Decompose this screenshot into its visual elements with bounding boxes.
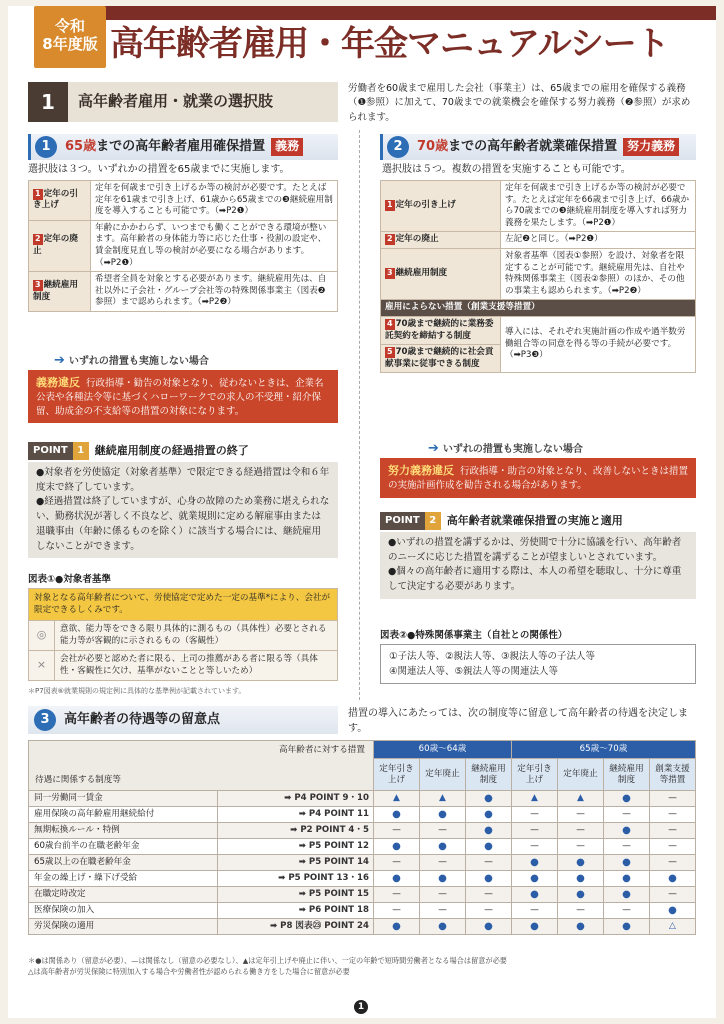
cell-mark: ● [466, 919, 512, 935]
group-header-60-64: 60歳〜64歳 [374, 741, 512, 759]
cell-mark: — [650, 855, 696, 871]
cell-mark: ● [604, 855, 650, 871]
cell-mark: ● [650, 903, 696, 919]
cell-mark: ● [558, 887, 604, 903]
cell-mark: — [466, 903, 512, 919]
figure-1-title: 図表①●対象者基準 [28, 574, 111, 585]
column-header: 継続雇用制度 [604, 759, 650, 791]
cell-mark: ▲ [512, 791, 558, 807]
effort-violation-box: 努力義務違反 行政指導・助言の対象となり、改善しないときは措置の実施計画作成を勧告される場合があります。 [380, 458, 696, 498]
row-reference: ➡ P5 POINT 14 [217, 855, 373, 871]
row-reference: ➡ P6 POINT 18 [217, 903, 373, 919]
option-row: 2 定年の廃止 左記❷と同じ。（➡P2❶） [381, 232, 696, 249]
obligation-violation-box: 義務違反 行政指導・勧告の対象となり、従わないときは、企業名公表や各種法令等に基づくハローワークでの求人の不受理・紹介保留、助成金の不支給等の措置の対象になります。 [28, 370, 338, 423]
cell-mark: — [420, 823, 466, 839]
table-row [29, 807, 696, 823]
cell-mark: — [512, 823, 558, 839]
subsection-1-lead: 選択肢は３つ。いずれかの措置を65歳までに実施します。 [28, 164, 290, 175]
subsection-2-header: 2 70歳までの高年齢者就業確保措置 努力義務 [380, 134, 696, 160]
option-row: 3 継続雇用制度 希望者全員を対象とする必要があります。継続雇用先は、自社以外に子会社・グループ会社等の特殊関係事業主（図表❷参照）まで認められます。（➡P2❷） [29, 272, 338, 312]
options-table-1 [28, 180, 338, 312]
column-header: 定年廃止 [558, 759, 604, 791]
cell-mark: — [650, 887, 696, 903]
table-row [29, 903, 696, 919]
option-row: 1 定年の引き上げ 定年を何歳まで引き上げるか等の検討が必要です。たとえば定年を66歳まで引き上げ、66歳から70歳までの❸継続雇用制度を導入すれば努力義務を果たします。（➡P2❶） [381, 181, 696, 232]
figure-1: 対象となる高年齢者について、労使協定で定めた一定の基準*により、会社が限定できるしくみです。 ◎ 意欲、能力等をできる限り具体的に測るもの（具体性）必要とされる能力等が客観的に示されるもの（客観性） × 会社が必要と認めた者に限る、上司の推薦がある者に限る等（具体性・客観性に欠け、基準がないことと等しいため） [28, 588, 338, 681]
option-row: 1 定年の引き上げ 定年を何歳まで引き上げるか等の検討が必要です。たとえば定年を61歳まで引き上げ、61歳から65歳までの❸継続雇用制度を導入することも可能です。（➡P2❶） [29, 181, 338, 221]
cell-mark: ● [466, 807, 512, 823]
row-reference: ➡ P5 POINT 15 [217, 887, 373, 903]
table-row [29, 823, 696, 839]
figure-2-title: 図表②●特殊関係事業主（自社との関係性） [380, 630, 568, 641]
cell-mark: ● [604, 823, 650, 839]
cell-mark: ● [466, 871, 512, 887]
cell-mark: — [558, 839, 604, 855]
cell-mark: ● [604, 871, 650, 887]
cell-mark: ● [420, 919, 466, 935]
table-row [29, 871, 696, 887]
cell-mark: ● [604, 919, 650, 935]
option-row: 5 70歳まで継続的に社会貢献事業に従事できる制度 [381, 345, 696, 373]
column-header: 定年引き上げ [512, 759, 558, 791]
edition-badge: 令和 8年度版 [34, 6, 106, 68]
column-header: 定年廃止 [420, 759, 466, 791]
figure-2: ①子法人等、②親法人等、③親法人等の子法人等 ④関連法人等、⑤親法人等の関連法人等 [380, 644, 696, 684]
top-bar [104, 6, 716, 20]
row-label: 在職定時改定 [29, 887, 218, 903]
option-row: 2 定年の廃止 年齢にかかわらず、いつまでも働くことができる環境が整います。高年齢者の身体能力等に応じた仕事・役割の設定や、賃金制度見直し等の検討が必要になる場合があります。（➡P2❶） [29, 220, 338, 271]
cell-mark: ● [466, 791, 512, 807]
table-row [29, 791, 696, 807]
cell-mark: — [650, 791, 696, 807]
table-row [29, 887, 696, 903]
row-label: 年金の繰上げ・繰下げ受給 [29, 871, 218, 887]
cell-mark: — [374, 903, 420, 919]
obligation-tag: 義務 [271, 138, 303, 156]
cell-mark: ● [604, 887, 650, 903]
row-reference: ➡ P8 図表㉓ POINT 24 [217, 919, 373, 935]
option-row: 4 70歳まで継続的に業務委託契約を締結する制度 導入には、それぞれ実施計画の作成や過半数労働組合等の同意を得る等の手続が必要です。（➡P3❸） [381, 316, 696, 344]
arrow-note-2: ➔ いずれの措置も実施しない場合 [428, 441, 583, 456]
cell-mark: — [558, 807, 604, 823]
options-table-2 [380, 180, 696, 373]
cell-mark: — [512, 903, 558, 919]
section-1-header: 1 高年齢者雇用・就業の選択肢 [28, 82, 338, 122]
option-row: 3 継続雇用制度 対象者基準（図表①参照）を設け、対象者を限定することが可能です。継続雇用先は、自社や特殊関係事業主（図表②参照）のほか、その他の事業主も認められます。（➡P2❷） [381, 248, 696, 299]
cell-mark: ● [604, 791, 650, 807]
page-number: 1 [354, 1000, 368, 1014]
cell-mark: ● [558, 919, 604, 935]
row-label: 同一労働同一賃金 [29, 791, 218, 807]
cell-mark: ● [374, 839, 420, 855]
table-notes: ＊●は関係あり（留意が必要）、—は関係なし（留意の必要なし）、▲は定年引上げや廃止に伴い、一定の年齢で短時間労働者となる場合は留意が必要 △は高年齢者が労災保険に特別加入する場合や労働者性が認められる働き方をした場合に留意が必要 [28, 956, 507, 976]
cell-mark: — [420, 855, 466, 871]
cell-mark: — [512, 839, 558, 855]
arrow-note-1: ➔ いずれの措置も実施しない場合 [54, 353, 209, 368]
cell-mark: ● [512, 855, 558, 871]
cell-mark: — [604, 839, 650, 855]
cell-mark: ● [420, 807, 466, 823]
cell-mark: — [650, 823, 696, 839]
cell-mark: — [374, 855, 420, 871]
cell-mark: ● [374, 871, 420, 887]
group-header-65-70: 65歳〜70歳 [512, 741, 696, 759]
cell-mark: ▲ [374, 791, 420, 807]
row-label: 労災保険の適用 [29, 919, 218, 935]
cell-mark: — [374, 887, 420, 903]
cell-mark: — [604, 807, 650, 823]
column-header: 継続雇用制度 [466, 759, 512, 791]
cell-mark: — [650, 807, 696, 823]
cell-mark: ● [466, 823, 512, 839]
cell-mark: ● [558, 871, 604, 887]
section-3-intro: 措置の導入にあたっては、次の制度等に留意して高年齢者の待遇を決定します。 [348, 708, 688, 734]
cell-mark: ▲ [420, 791, 466, 807]
cell-mark: ● [466, 839, 512, 855]
row-reference: ➡ P4 POINT 9・10 [217, 791, 373, 807]
cell-mark: — [466, 855, 512, 871]
row-label: 65歳以上の在職老齢年金 [29, 855, 218, 871]
cell-mark: — [604, 903, 650, 919]
table-row [29, 855, 696, 871]
treatment-table [28, 740, 696, 935]
column-header: 創業支援等措置 [650, 759, 696, 791]
cell-mark: ● [374, 919, 420, 935]
cell-mark: ● [374, 807, 420, 823]
cell-mark: ● [512, 887, 558, 903]
cell-mark: △ [650, 919, 696, 935]
cell-mark: ● [420, 839, 466, 855]
cell-mark: ● [650, 871, 696, 887]
cell-mark: — [466, 887, 512, 903]
section-3-header: 3 高年齢者の待遇等の留意点 [28, 706, 338, 734]
cell-mark: — [650, 839, 696, 855]
table-corner: 高年齢者に対する措置 待遇に関係する制度等 [29, 741, 374, 791]
cell-mark: ▲ [558, 791, 604, 807]
page-title: 高年齢者雇用・年金マニュアルシート [110, 24, 669, 64]
subsection-2-lead: 選択肢は５つ。複数の措置を実施することも可能です。 [382, 164, 631, 175]
table-row [29, 839, 696, 855]
non-employment-measures-header: 雇用によらない措置（創業支援等措置） [381, 300, 696, 317]
cell-mark: ● [558, 855, 604, 871]
table-row [29, 919, 696, 935]
point-1-header: POINT 1 継続雇用制度の経過措置の終了 [28, 442, 249, 460]
cell-mark: — [420, 903, 466, 919]
figure-1-note: ＊P7図表⑥就業規則の規定例に具体的な基準例が記載されています。 [28, 687, 246, 695]
column-divider [359, 130, 360, 700]
cell-mark: — [512, 807, 558, 823]
subsection-1-header: 1 65歳までの高年齢者雇用確保措置 義務 [28, 134, 338, 160]
row-reference: ➡ P5 POINT 12 [217, 839, 373, 855]
point-2-box: ●いずれの措置を講ずるかは、労使間で十分に協議を行い、高年齢者のニーズに応じた措置を講ずることが望ましいとされています。 ●個々の高年齢者に適用する際は、本人の希望を聴取し、十分に尊重して決定する必要があります。 [380, 532, 696, 599]
cell-mark: — [558, 903, 604, 919]
cell-mark: — [374, 823, 420, 839]
section-1-intro: 労働者を60歳まで雇用した会社（事業主）は、65歳までの雇用を確保する義務（❶参照）に加えて、70歳までの就業機会を確保する努力義務（❷参照）が求められます。 [348, 83, 691, 123]
cell-mark: — [420, 887, 466, 903]
cell-mark: ● [512, 871, 558, 887]
point-1-box: ●対象者を労使協定（対象者基準）で限定できる経過措置は令和６年度末で終了しています。 ●経過措置は終了していますが、心身の故障のため業務に堪えられない、勤務状況が著しく不良など、就業規則に定める解雇事由または退職事由（年齢に係るものを除く）に該当する場合には、継続雇用しないことができます。 [28, 462, 338, 558]
cell-mark: ● [420, 871, 466, 887]
cell-mark: — [558, 823, 604, 839]
column-header: 定年引き上げ [374, 759, 420, 791]
row-reference: ➡ P2 POINT 4・5 [217, 823, 373, 839]
cell-mark: ● [512, 919, 558, 935]
row-label: 雇用保険の高年齢雇用継続給付 [29, 807, 218, 823]
row-label: 無期転換ルール・特例 [29, 823, 218, 839]
effort-obligation-tag: 努力義務 [623, 138, 679, 156]
row-label: 医療保険の加入 [29, 903, 218, 919]
row-reference: ➡ P4 POINT 11 [217, 807, 373, 823]
row-label: 60歳台前半の在職老齢年金 [29, 839, 218, 855]
row-reference: ➡ P5 POINT 13・16 [217, 871, 373, 887]
point-2-header: POINT 2 高年齢者就業確保措置の実施と適用 [380, 512, 623, 530]
